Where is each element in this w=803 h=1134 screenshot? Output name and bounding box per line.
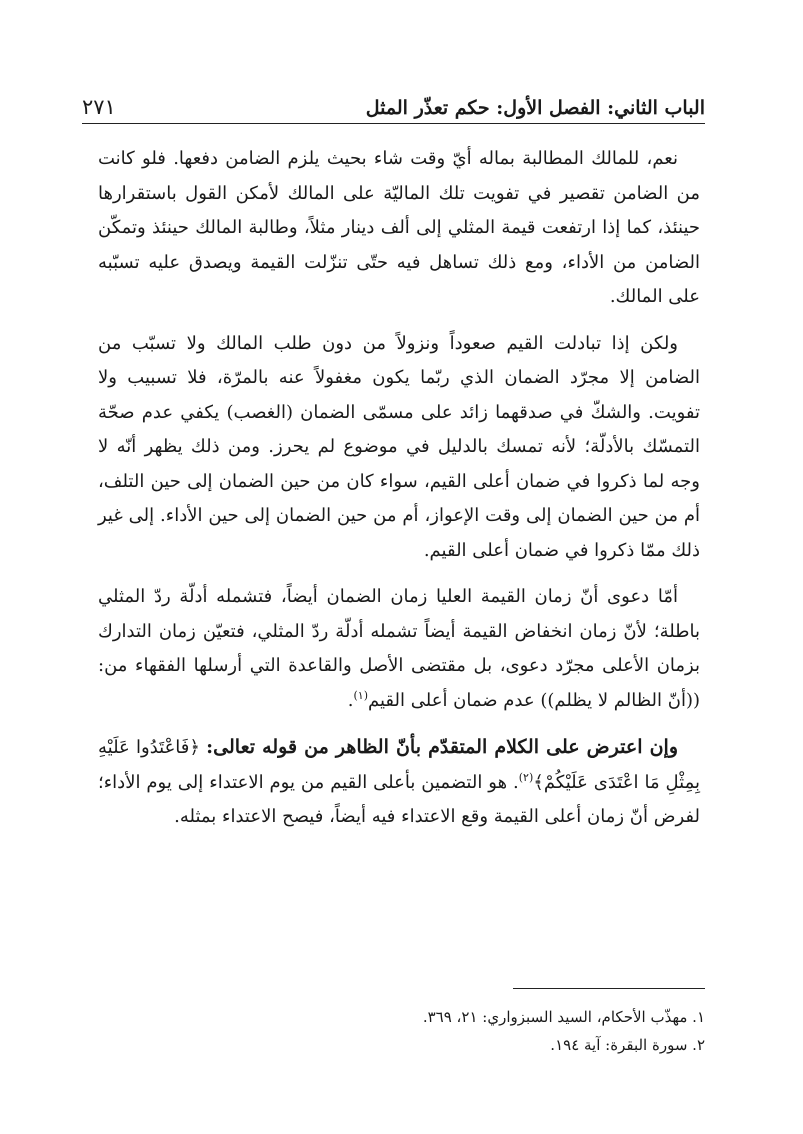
paragraph-2: ولكن إذا تبادلت القيم صعوداً ونزولاً من دون طلب المالك ولا تسبّب من الضامن إلا مجرّد الضمان الذي ربّما يكون مغفولاً عنه بالمرّة، فلا تسبيب ولا تفويت. والشكّ في صدقهما زائد على مسمّى الضمان (الغصب) يكفي عدم صحّة التمسّك بالأدلّة؛ لأنه تمسك بالدليل في موضوع لم يحرز. ومن ذلك يظهر أنّه لا وجه لما ذكروا في ضمان أعلى القيم، سواء كان من حين الضمان إلى حين التلف، أم من حين الضمان إلى وقت الإعواز، أم من حين الضمان إلى حين الأداء. إلى غير ذلك ممّا ذكروا في ضمان أعلى القيم.	[98, 332, 701, 561]
quran-verse: ﴿فَاعْتَدُوا عَلَيْهِ بِمِثْلِ مَا اعْتَدَى عَلَيْكُمْ﴾	[98, 737, 700, 793]
paragraph-1: نعم، للمالك المطالبة بماله أيّ وقت شاء بحيث يلزم الضامن دفعها. فلو كانت من الضامن تقصير في تفويت تلك الماليّة على المالك لأمكن القول باستقرارها حينئذ، كما إذا ارتفعت قيمة المثلي إلى ألف دينار مثلاً، وطالبة المالك حينئذ وتمكّن الضامن من الأداء، ومع ذلك تساهل فيه حتّى تنزّلت القيمة ويصدق عليه تسبّبه على المالك.	[98, 148, 700, 307]
footnote-ref-2: (٢)	[518, 770, 534, 784]
footnote-divider	[513, 988, 705, 989]
paragraph-3	[98, 580, 700, 718]
header-title: الباب الثاني: الفصل الأول: حكم تعذّر المثل	[365, 97, 705, 119]
objection-lead: وإن اعترض على الكلام المتقدّم بأنّ الظاهر من قوله تعالى:	[206, 736, 678, 758]
footnote-1: ١. مهذّب الأحكام، السيد السبزواري: ٢١، ٣٦٩.	[422, 1008, 705, 1026]
paragraph-3-tail: .	[347, 689, 354, 711]
footnote-2: ٢. سورة البقرة: آية ١٩٤.	[550, 1036, 705, 1054]
paragraph-3-text: أمّا دعوى أنّ زمان القيمة العليا زمان الضمان أيضاً، فتشمله أدلّة ردّ المثلي باطلة؛ لأنّ زمان انخفاض القيمة أيضاً تشمله أدلّة ردّ المثلي، فتعيّن زمان التدارك بزمان الأعلى مجرّد دعوى، بل مقتضى الأصل والقاعدة التي أرسلها الفقهاء من: ((أنّ الظالم لا يظلم)) عدم ضمان أعلى القيم	[98, 586, 700, 711]
objection-rest: . هو التضمين بأعلى القيم من يوم الاعتداء إلى يوم الأداء؛ لفرض أنّ زمان أعلى القيمة وقع الاعتداء فيه أيضاً، فيصح الاعتداء بمثله.	[98, 771, 700, 827]
body-text	[98, 142, 700, 847]
footnote-ref-1: (١)	[353, 688, 369, 702]
paragraph-4	[98, 730, 700, 835]
page-number: ٢٧١	[82, 95, 116, 119]
footnotes	[200, 1003, 705, 1059]
running-header	[82, 84, 705, 124]
